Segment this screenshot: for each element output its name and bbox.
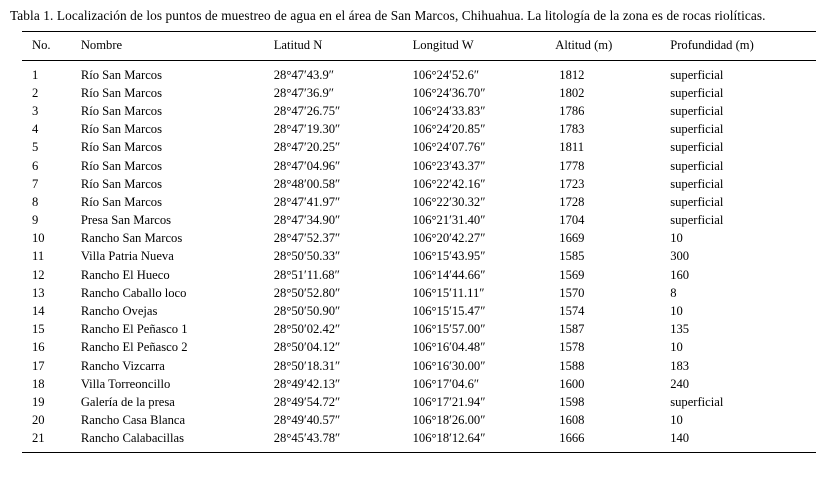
cell-profundidad: 10 [670,413,683,428]
cell-profundidad: superficial [670,67,724,82]
cell-profundidad: 10 [670,304,683,319]
cell-profundidad: 135 [670,322,690,337]
cell-longitud: 106°17′04.6″ [412,376,480,391]
cell-no: 14 [32,304,45,319]
cell-nombre: Rancho El Hueco [80,267,170,282]
cell-altitud: 1569 [559,267,585,282]
table-row [22,121,816,139]
cell-no: 9 [32,213,39,228]
cell-altitud: 1728 [559,194,585,209]
cell-altitud: 1723 [559,176,585,191]
cell-profundidad: superficial [670,176,724,191]
cell-altitud: 1786 [559,103,585,118]
table-row [22,157,816,175]
cell-longitud: 106°18′12.64″ [412,431,486,446]
table-row [22,321,816,339]
table-row [22,357,816,375]
cell-latitud: 28°51′11.68″ [273,267,340,282]
table-row [22,302,816,320]
cell-nombre: Rancho San Marcos [80,231,183,246]
cell-no: 17 [32,358,45,373]
cell-longitud: 106°17′21.94″ [412,394,486,409]
cell-latitud: 28°45′43.78″ [273,431,341,446]
cell-nombre: Rancho El Peñasco 1 [80,322,188,337]
cell-no: 11 [32,249,45,264]
cell-no: 16 [32,340,45,355]
cell-latitud: 28°47′34.90″ [273,213,341,228]
cell-longitud: 106°16′30.00″ [412,358,486,373]
cell-profundidad: superficial [670,85,724,100]
cell-altitud: 1585 [559,249,585,264]
column-header-altitud: Altitud (m) [555,31,666,60]
table-row [22,430,816,453]
table-header-row [22,31,816,60]
table-row [22,412,816,430]
cell-no: 21 [32,431,45,446]
cell-altitud: 1704 [559,213,585,228]
cell-profundidad: 140 [670,431,690,446]
cell-no: 5 [32,140,39,155]
table-row [22,248,816,266]
cell-no: 1 [32,67,39,82]
cell-latitud: 28°49′42.13″ [273,376,341,391]
cell-longitud: 106°24′52.6″ [412,67,480,82]
cell-nombre: Rancho Vizcarra [80,358,165,373]
cell-longitud: 106°15′57.00″ [412,322,486,337]
cell-profundidad: 10 [670,340,683,355]
table-row [22,84,816,102]
cell-profundidad: 240 [670,376,690,391]
cell-latitud: 28°47′26.75″ [273,103,341,118]
cell-latitud: 28°50′52.80″ [273,285,341,300]
cell-no: 3 [32,103,39,118]
cell-altitud: 1811 [559,140,585,155]
cell-latitud: 28°50′50.33″ [273,249,341,264]
cell-longitud: 106°15′43.95″ [412,249,486,264]
cell-no: 7 [32,176,39,191]
cell-profundidad: superficial [670,103,724,118]
cell-latitud: 28°47′52.37″ [273,231,341,246]
cell-no: 19 [32,394,45,409]
table-row [22,284,816,302]
cell-nombre: Rancho Casa Blanca [80,413,186,428]
column-header-nombre: Nombre [77,31,270,60]
cell-longitud: 106°15′11.11″ [412,285,485,300]
cell-nombre: Río San Marcos [80,85,162,100]
cell-no: 18 [32,376,45,391]
table-row [22,212,816,230]
cell-longitud: 106°24′36.70″ [412,85,486,100]
sampling-points-table [22,31,816,453]
column-header-profundidad: Profundidad (m) [666,31,816,60]
cell-profundidad: superficial [670,158,724,173]
cell-profundidad: 10 [670,231,683,246]
cell-profundidad: superficial [670,140,724,155]
column-header-latitud: Latitud N [270,31,409,60]
cell-profundidad: superficial [670,122,724,137]
cell-altitud: 1578 [559,340,585,355]
table-caption: Tabla 1. Localización de los puntos de muestreo de agua en el área de San Marcos, Chihuahua. La litología de la zona es de rocas riolíticas. [10,8,766,23]
cell-latitud: 28°50′50.90″ [273,304,341,319]
cell-profundidad: 160 [670,267,690,282]
cell-altitud: 1783 [559,122,585,137]
cell-nombre: Galería de la presa [80,394,175,409]
cell-altitud: 1802 [559,85,585,100]
cell-profundidad: superficial [670,194,724,209]
cell-nombre: Río San Marcos [80,140,162,155]
table-body [22,60,816,452]
cell-longitud: 106°23′43.37″ [412,158,486,173]
cell-latitud: 28°47′41.97″ [273,194,341,209]
cell-longitud: 106°22′42.16″ [412,176,486,191]
cell-altitud: 1666 [559,431,585,446]
cell-latitud: 28°48′00.58″ [273,176,341,191]
cell-nombre: Río San Marcos [80,122,162,137]
table-header [22,31,816,60]
cell-nombre: Río San Marcos [80,194,162,209]
table-row [22,60,816,84]
cell-latitud: 28°47′36.9″ [273,85,334,100]
cell-no: 13 [32,285,45,300]
column-header-longitud: Longitud W [409,31,556,60]
cell-longitud: 106°16′04.48″ [412,340,486,355]
cell-no: 8 [32,194,39,209]
cell-latitud: 28°47′04.96″ [273,158,341,173]
column-header-no: No. [22,31,77,60]
cell-longitud: 106°22′30.32″ [412,194,486,209]
cell-no: 15 [32,322,45,337]
cell-altitud: 1600 [559,376,585,391]
cell-longitud: 106°15′15.47″ [412,304,486,319]
cell-nombre: Presa San Marcos [80,213,172,228]
cell-no: 4 [32,122,39,137]
table-bottom-rule [22,452,816,453]
cell-nombre: Río San Marcos [80,176,162,191]
cell-longitud: 106°21′31.40″ [412,213,486,228]
table-row [22,339,816,357]
cell-longitud: 106°20′42.27″ [412,231,486,246]
cell-profundidad: 8 [670,285,677,300]
cell-altitud: 1588 [559,358,585,373]
cell-altitud: 1669 [559,231,585,246]
cell-latitud: 28°47′43.9″ [273,67,334,82]
cell-latitud: 28°49′54.72″ [273,394,341,409]
cell-no: 2 [32,85,39,100]
cell-longitud: 106°24′07.76″ [412,140,486,155]
cell-latitud: 28°49′40.57″ [273,413,341,428]
cell-latitud: 28°47′19.30″ [273,122,341,137]
cell-latitud: 28°50′04.12″ [273,340,341,355]
table-row [22,193,816,211]
cell-altitud: 1598 [559,394,585,409]
cell-no: 6 [32,158,39,173]
cell-nombre: Rancho Ovejas [80,304,158,319]
cell-altitud: 1587 [559,322,585,337]
cell-nombre: Villa Patria Nueva [80,249,174,264]
cell-nombre: Villa Torreoncillo [80,376,171,391]
cell-longitud: 106°18′26.00″ [412,413,486,428]
cell-profundidad: superficial [670,394,724,409]
cell-latitud: 28°50′02.42″ [273,322,341,337]
cell-nombre: Río San Marcos [80,158,162,173]
table-row [22,266,816,284]
cell-profundidad: 300 [670,249,690,264]
cell-no: 20 [32,413,45,428]
table-row [22,230,816,248]
cell-longitud: 106°14′44.66″ [412,267,486,282]
cell-longitud: 106°24′33.83″ [412,103,486,118]
cell-nombre: Río San Marcos [80,67,162,82]
table-row [22,375,816,393]
cell-nombre: Río San Marcos [80,103,162,118]
cell-longitud: 106°24′20.85″ [412,122,486,137]
cell-altitud: 1812 [559,67,585,82]
cell-altitud: 1574 [559,304,585,319]
cell-profundidad: 183 [670,358,690,373]
cell-nombre: Rancho Caballo loco [80,285,187,300]
table-row [22,102,816,120]
table-row [22,175,816,193]
cell-no: 12 [32,267,45,282]
cell-nombre: Rancho Calabacillas [80,431,184,446]
cell-profundidad: superficial [670,213,724,228]
cell-nombre: Rancho El Peñasco 2 [80,340,188,355]
cell-altitud: 1608 [559,413,585,428]
cell-no: 10 [32,231,45,246]
cell-altitud: 1778 [559,158,585,173]
table-row [22,393,816,411]
cell-altitud: 1570 [559,285,585,300]
table-row [22,139,816,157]
cell-latitud: 28°50′18.31″ [273,358,341,373]
cell-latitud: 28°47′20.25″ [273,140,341,155]
